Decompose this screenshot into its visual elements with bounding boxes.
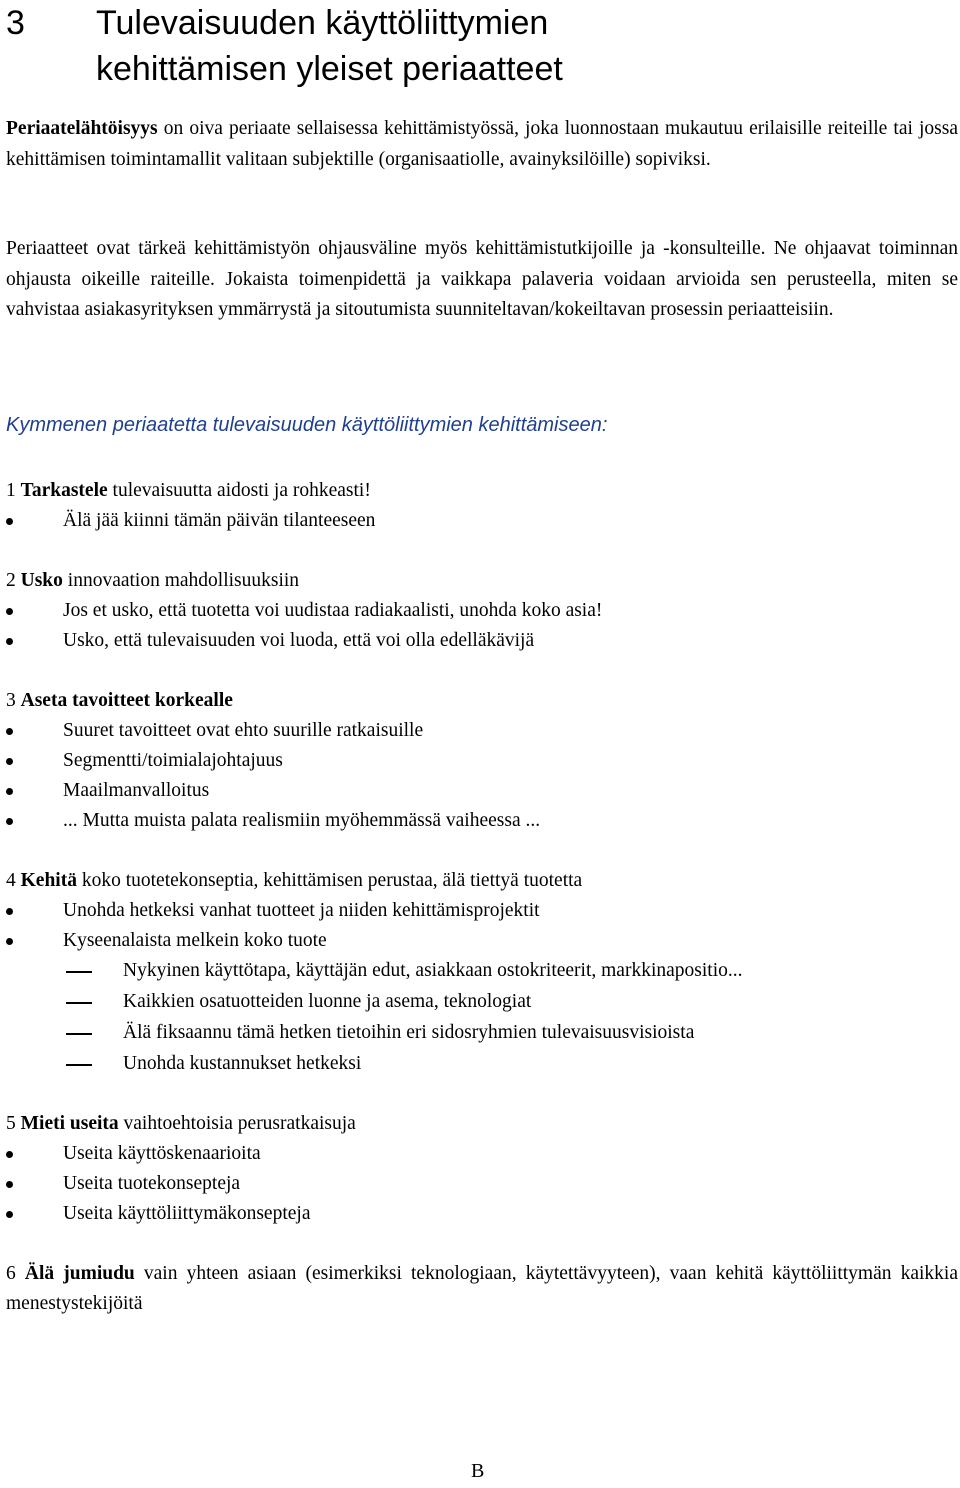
bullet-dot-icon [6, 908, 13, 915]
section-number: 3 [6, 4, 25, 42]
bullet-dot-icon [6, 518, 13, 525]
bullet-dot-icon [6, 1151, 13, 1158]
dash-icon [66, 1033, 92, 1035]
dash-icon [66, 971, 92, 973]
page-footer-mark: B [471, 1460, 485, 1482]
bullet-dot-icon [6, 608, 13, 615]
principles-lead: Kymmenen periaatetta tulevaisuuden käyttöliittymien kehittämiseen: [6, 414, 608, 436]
principle-4-keyword: Kehitä [20, 870, 77, 891]
intro-paragraph-1 [6, 114, 958, 175]
bullet-dot-icon [6, 758, 13, 765]
principle-6-heading: 6 Älä jumiudu vain yhteen asiaan (esimerkiksi teknologiaan, käytettävyyteen), vaan kehitä käyttöliittymän kaikkia menestystekijöitä [6, 1263, 958, 1314]
bullet-dot-icon [6, 638, 13, 645]
bullet-dot-icon [6, 1181, 13, 1188]
dash-icon [66, 1064, 92, 1066]
section-title-line-2: kehittämisen yleiset periaatteet [96, 50, 563, 88]
dash-icon [66, 1002, 92, 1004]
bullet-dot-icon [6, 1211, 13, 1218]
principle-1-keyword: Tarkastele [20, 480, 108, 501]
principle-5-heading: 5 Mieti useita vaihtoehtoisia perusratkaisuja [6, 1113, 356, 1134]
principle-6-keyword: Älä jumiudu [24, 1263, 135, 1284]
principle-2-heading: 2 Usko innovaation mahdollisuuksiin [6, 570, 300, 591]
principle-5-keyword: Mieti useita [20, 1113, 119, 1134]
intro-bold-term: Periaatelähtöisyys [6, 118, 158, 139]
intro-paragraph-1-text: on oiva periaate sellaisessa kehittämistyössä, joka luonnostaan mukautuu erilaisille reiteille tai jossa kehittämisen toimintamallit valitaan subjektille (organisaatiolle, avainyksilöille) sopiviksi. [6, 118, 958, 170]
section-title-line-1: Tulevaisuuden käyttöliittymien [96, 4, 549, 42]
principle-1-heading: 1 Tarkastele tulevaisuutta aidosti ja rohkeasti! [6, 480, 371, 501]
principle-4-heading: 4 Kehitä koko tuotetekonseptia, kehittämisen perustaa, älä tiettyä tuotetta [6, 870, 583, 891]
principle-3-keyword: Aseta tavoitteet korkealle [20, 690, 233, 711]
bullet-dot-icon [6, 728, 13, 735]
bullet-dot-icon [6, 788, 13, 795]
section-title [96, 0, 916, 92]
bullet-dot-icon [6, 938, 13, 945]
principle-3-heading: 3 Aseta tavoitteet korkealle [6, 690, 233, 711]
bullet-dot-icon [6, 818, 13, 825]
intro-paragraph-2: Periaatteet ovat tärkeä kehittämistyön ohjausväline myös kehittämistutkijoille ja -konsulteille. Ne ohjaavat toiminnan ohjausta oikeille raiteille. Jokaista toimenpidettä ja vaikkapa palaveria voidaan arvioida sen perusteella, miten se vahvistaa asiakasyrityksen ymmärrystä ja sitoutumista suunniteltavan/kokeiltavan prosessin periaatteisiin. [6, 238, 958, 320]
principle-2-keyword: Usko [20, 570, 63, 591]
document-page: 3 Tulevaisuuden käyttöliittymien kehittämisen yleiset periaatteet Periaatelähtöisyys on oiva periaate sellaisessa kehittämistyössä, joka luonnostaan mukautuu erilaisille reiteille tai jossa kehittämisen toimintamallit valitaan subjektille (organisaatiolle, avainyksilöille) sopiviksi. Periaatteet ovat tärkeä kehittämistyön ohjausväline myös kehittämistutkijoille ja -konsulteille. Ne ohjaavat toiminnan ohjausta oikeille raiteille. Jokaista toimenpidettä ja vaikkapa palaveria voidaan arvioida sen perusteella, miten se vahvistaa asiakasyrityksen ymmärrystä ja sitoutumista suunniteltavan/kokeiltavan prosessin periaatteisiin. Kymmenen periaatetta tulevaisuuden käyttöliittymien kehittämiseen: 1 Tarkastele tulevaisuutta aidosti ja rohkeasti! Älä jää kiinni tämän päivän tilanteeseen 2 Usko innovaation mahdollisuuksiin Jos et usko, että tuotetta voi uudistaa radiakaalisti, unohda koko asia! Usko, että tulevaisuuden voi luoda, että voi olla edelläkävijä 3 Aseta tavoitteet korkealle Suuret tavoitteet ovat ehto suurille ratkaisuille Segmentti/toimialajohtajuus Maailmanvalloitus ... Mutta muista palata realismiin myöhemmässä vaiheessa ... 4 Kehitä koko tuotetekonseptia, kehittämisen perustaa, älä tiettyä tuotetta Unohda hetkeksi vanhat tuotteet ja niiden kehittämisprojektit Kyseenalaista melkein koko tuote Nykyinen käyttötapa, käyttäjän edut, asiakkaan ostokriteerit, markkinapositio... Kaikkien osatuotteiden luonne ja asema, teknologiat Älä fiksaannu tämä hetken tietoihin eri sidosryhmien tulevaisuusvisioista Unohda kustannukset hetkeksi 5 Mieti useita vaihtoehtoisia perusratkaisuja Useita käyttöskenaarioita Useita tuotekonsepteja Useita käyttöliittymäkonsepteja 6 Älä jumiudu vain yhteen asiaan (esimerkiksi teknologiaan, käytettävyyteen), vaan kehitä käyttöliittymän kaikkia menestystekijöitä B [0, 0, 960, 1488]
